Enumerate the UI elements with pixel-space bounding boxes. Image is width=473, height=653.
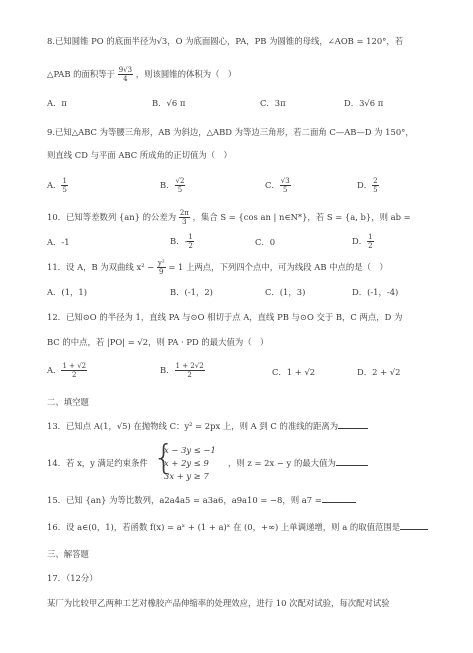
q12-stem-line1: 12．已知⊙O 的半径为 1，直线 PA 与⊙O 相切于点 A，直线 PB 与⊙O 交于 B，C 两点，D 为 [47,312,403,322]
q14-stem-post: ，则 z = 2x − y 的最大值为 [228,458,368,468]
q10-option-a: A．-1 [47,237,70,247]
q16-stem: 16．设 a∈(0，1)，若函数 f(x) = aˣ + (1 + a)ˣ 在 (0，+∞) 上单调递增，则 a 的取值范围是 [47,522,428,532]
section-solve-heading: 三、解答题 [47,549,89,559]
q14-constraint-2: x + 2y ≤ 9 [164,458,209,468]
q11-option-c: C．(1，3) [265,287,306,297]
q8-option-c: C．3π [260,98,286,108]
q16-answer-blank [400,529,428,530]
q8-option-b: B．√6 π [152,98,186,108]
q9-option-a: A． $\frac{1}{5}$ [47,177,67,194]
q17-text: 某厂为比较甲乙两种工艺对橡胶产品伸缩率的处理效应，进行 10 次配对试验，每次配对试验 [47,598,390,608]
q17-heading: 17．（12分） [47,573,98,583]
q11-hyperbola-fraction: $\frac{\text{y²}}{9}$ [157,259,165,276]
q11-stem: 11．设 A，B 为双曲线 x² − $\frac{\text{y²}}{9}$ = 1 上两点，下列四个点中，可为线段 AB 中点的是（ ） [47,259,388,276]
q14-constraint-3: 3x + y ≥ 7 [164,471,209,481]
q12-option-d: D．2 + √2 [357,367,401,377]
q9-stem-line2: 则直线 CD 与平面 ABC 所成角的正切值为（ ） [47,150,232,160]
q12-option-b: B． $\frac{1 + 2√2}{2}$ [160,362,204,379]
q14-constraint-1: x − 3y ≤ −1 [164,445,216,455]
q8-stem-line2 [47,66,236,83]
q11-option-a: A．(1，1) [47,287,87,297]
q14-answer-blank [336,465,368,466]
q14-stem-pre: 14．若 x，y 满足约束条件 [47,458,148,468]
q9-option-c: C． $\frac{√3}{5}$ [265,177,290,194]
q15-answer-blank [322,502,356,503]
q8-area-fraction: $\frac{9√3}{4}$ [118,66,133,83]
q10-stem: 10．已知等差数列 {an} 的公差为 $\frac{2\pi}{3}$ ，集合 S = {cos an | n∈N*}，若 S = {a, b}，则 ab = [47,209,411,226]
q12-option-c: C．1 + √2 [272,367,316,377]
q15-stem: 15．已知 {an} 为等比数列，a2a4a5 = a3a6，a9a10 = −8，则 a7 = [47,495,356,505]
q8-stem2-post: ，则该圆锥的体积为（ ） [135,69,237,79]
q10-option-c: C．0 [255,237,276,247]
q10-option-b: B．- $\frac{1}{2}$ [170,233,193,250]
q8-stem-line1: 8.已知圆锥 PO 的底面半径为√3，O 为底面圆心，PA，PB 为圆锥的母线，∠AOB = 120°，若 [47,36,404,46]
q12-stem-line2: BC 的中点，若 |PO| = √2，则 PA · PD 的最大值为（ ） [47,337,269,347]
section-fill-in-heading: 二、填空题 [47,397,89,407]
q8-option-d: D．3√6 π [344,98,384,108]
q8-option-a: A．π [47,98,67,108]
q9-option-b: B． $\frac{√2}{5}$ [160,177,185,194]
q10-option-d: D． $\frac{1}{2}$ [352,233,373,250]
q8-stem2-pre: △PAB 的面积等于 [47,69,116,79]
q9-option-d: D． $\frac{2}{5}$ [357,177,378,194]
q13-answer-blank [338,428,368,429]
q11-option-d: D．(-1，-4) [352,287,399,297]
q9-stem-line1: 9.已知△ABC 为等腰三角形，AB 为斜边，△ABD 为等边三角形，若二面角 C—AB—D 为 150°， [47,127,414,137]
q10-diff-fraction: $\frac{2\pi}{3}$ [179,209,189,226]
q14-brace-glyph: { [153,438,175,478]
q12-option-a: A． $\frac{1 + √2}{2}$ [47,362,87,379]
q13-stem: 13．已知点 A(1，√5) 在抛物线 C：y² = 2px 上，则 A 到 C 的准线的距离为 [47,421,368,431]
q11-option-b: B．(-1，2) [170,287,213,297]
